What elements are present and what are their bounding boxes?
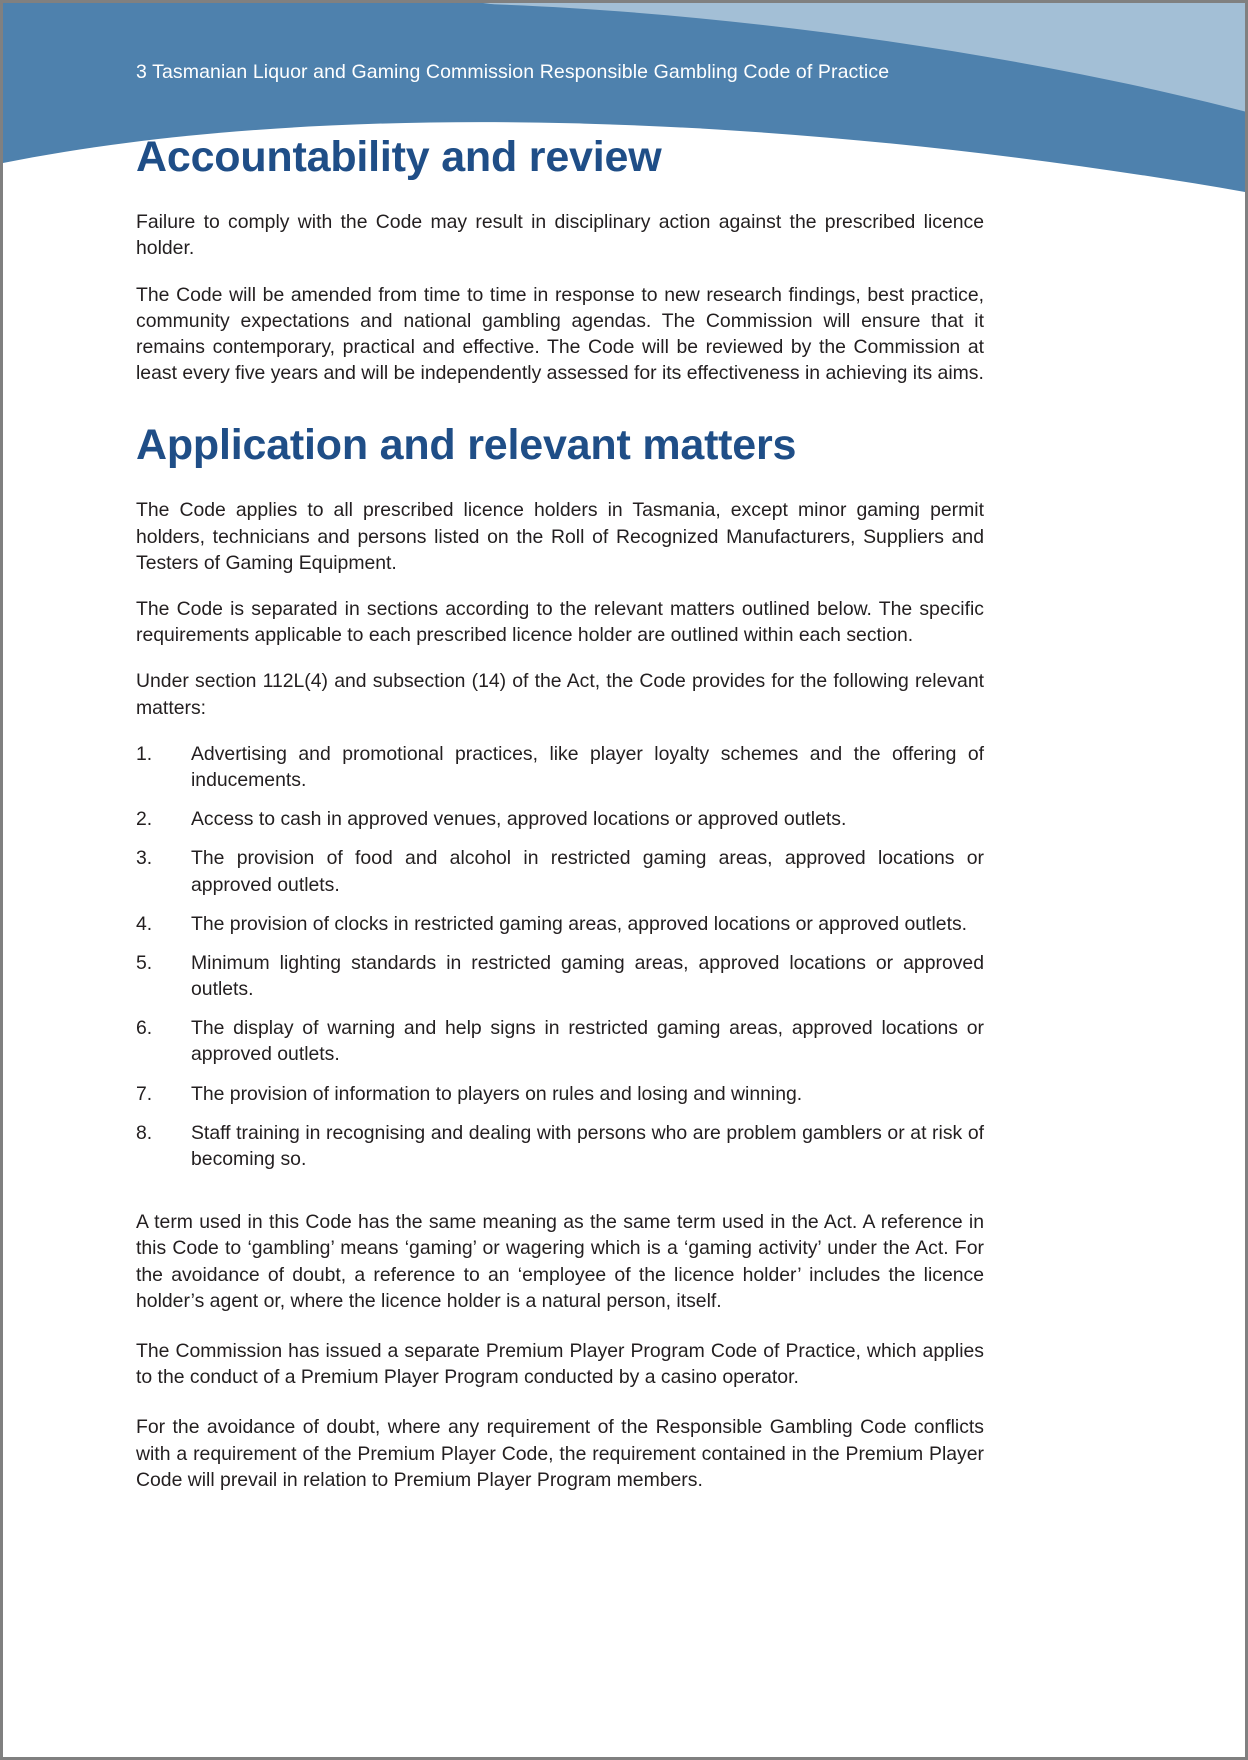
spacer (136, 1185, 984, 1209)
list-item-number: 3. (136, 847, 153, 870)
list-item (136, 950, 984, 1002)
spacer (136, 648, 984, 668)
spacer (136, 1390, 984, 1414)
spacer (136, 1314, 984, 1338)
paragraph-application-1: The Code applies to all prescribed licence holders in Tasmania, except minor gaming permit holders, technicians and persons listed on the Roll of Recognized Manufacturers, Suppliers and Testers of Gaming Equipment. (136, 499, 984, 574)
list-item-number: 8. (136, 1121, 153, 1144)
list-item-number: 7. (136, 1082, 153, 1105)
list-item-text: The provision of clocks in restricted gaming areas, approved locations or approved outlets. (191, 912, 968, 935)
list-item-text: The provision of food and alcohol in restricted gaming areas, approved locations or approved outlets. (191, 847, 984, 896)
page-header-title: 3 Tasmanian Liquor and Gaming Commission Responsible Gambling Code of Practice (136, 61, 890, 83)
list-item (136, 911, 984, 937)
document-content (136, 133, 984, 1493)
spacer (136, 721, 984, 741)
section-heading-application: Application and relevant matters (136, 421, 797, 470)
paragraph-accountability-1: Failure to comply with the Code may result in disciplinary action against the prescribed licence holder. (136, 211, 984, 260)
relevant-matters-list (136, 741, 984, 1172)
list-item (136, 806, 984, 832)
spacer (136, 262, 984, 282)
list-item-text: Minimum lighting standards in restricted gaming areas, approved locations or approved outlets. (191, 951, 984, 1001)
list-item-text: Advertising and promotional practices, like player loyalty schemes and the offering of inducements. (191, 742, 984, 791)
spacer (136, 181, 984, 209)
paragraph-application-3: Under section 112L(4) and subsection (14) of the Act, the Code provides for the following relevant matters: (136, 670, 984, 719)
list-item-text: The provision of information to players on rules and losing and winning. (191, 1082, 803, 1105)
spacer (136, 576, 984, 596)
list-item-text: The display of warning and help signs in restricted gaming areas, approved locations or approved outlets. (191, 1017, 984, 1066)
paragraph-application-2: The Code is separated in sections according to the relevant matters outlined below. The specific requirements applicable to each prescribed licence holder are outlined within each section. (136, 598, 984, 647)
list-item-number: 2. (136, 808, 153, 831)
paragraph-accountability-2: The Code will be amended from time to time in response to new research findings, best practice, community expectations and national gambling agendas. The Commission will ensure that it remains contemporary, practical and effective. The Code will be reviewed by the Commission at least every five years and will be independently assessed for its effectiveness in achieving its aims. (136, 283, 984, 385)
paragraph-premium-player-program: The Commission has issued a separate Premium Player Program Code of Practice, which applies to the conduct of a Premium Player Program conducted by a casino operator. (136, 1339, 984, 1389)
list-item-text: Access to cash in approved venues, approved locations or approved outlets. (191, 808, 847, 831)
list-item (136, 1120, 984, 1172)
list-item (136, 1015, 984, 1067)
list-item (136, 741, 984, 793)
list-item (136, 845, 984, 897)
list-item-number: 5. (136, 951, 153, 974)
list-item-number: 1. (136, 742, 153, 765)
section-heading-accountability: Accountability and review (136, 133, 662, 181)
list-item-number: 4. (136, 912, 153, 935)
paragraph-conflict-resolution: For the avoidance of doubt, where any requirement of the Responsible Gambling Code conflicts with a requirement of the Premium Player Code, the requirement contained in the Premium Player Code will prevail in relation to Premium Player Program members. (136, 1416, 984, 1491)
list-item-number: 6. (136, 1017, 153, 1040)
list-item-text: Staff training in recognising and dealing with persons who are problem gamblers or at risk of becoming so. (191, 1121, 984, 1170)
paragraph-terms: A term used in this Code has the same meaning as the same term used in the Act. A reference in this Code to ‘gambling’ means ‘gaming’ or wagering which is a ‘gaming activity’ under the Act. For the avoidance of doubt, a reference to an ‘employee of the licence holder’ includes the licence holder’s agent or, where the licence holder is a natural person, itself. (136, 1211, 984, 1312)
list-item (136, 1081, 984, 1107)
spacer (136, 469, 984, 497)
